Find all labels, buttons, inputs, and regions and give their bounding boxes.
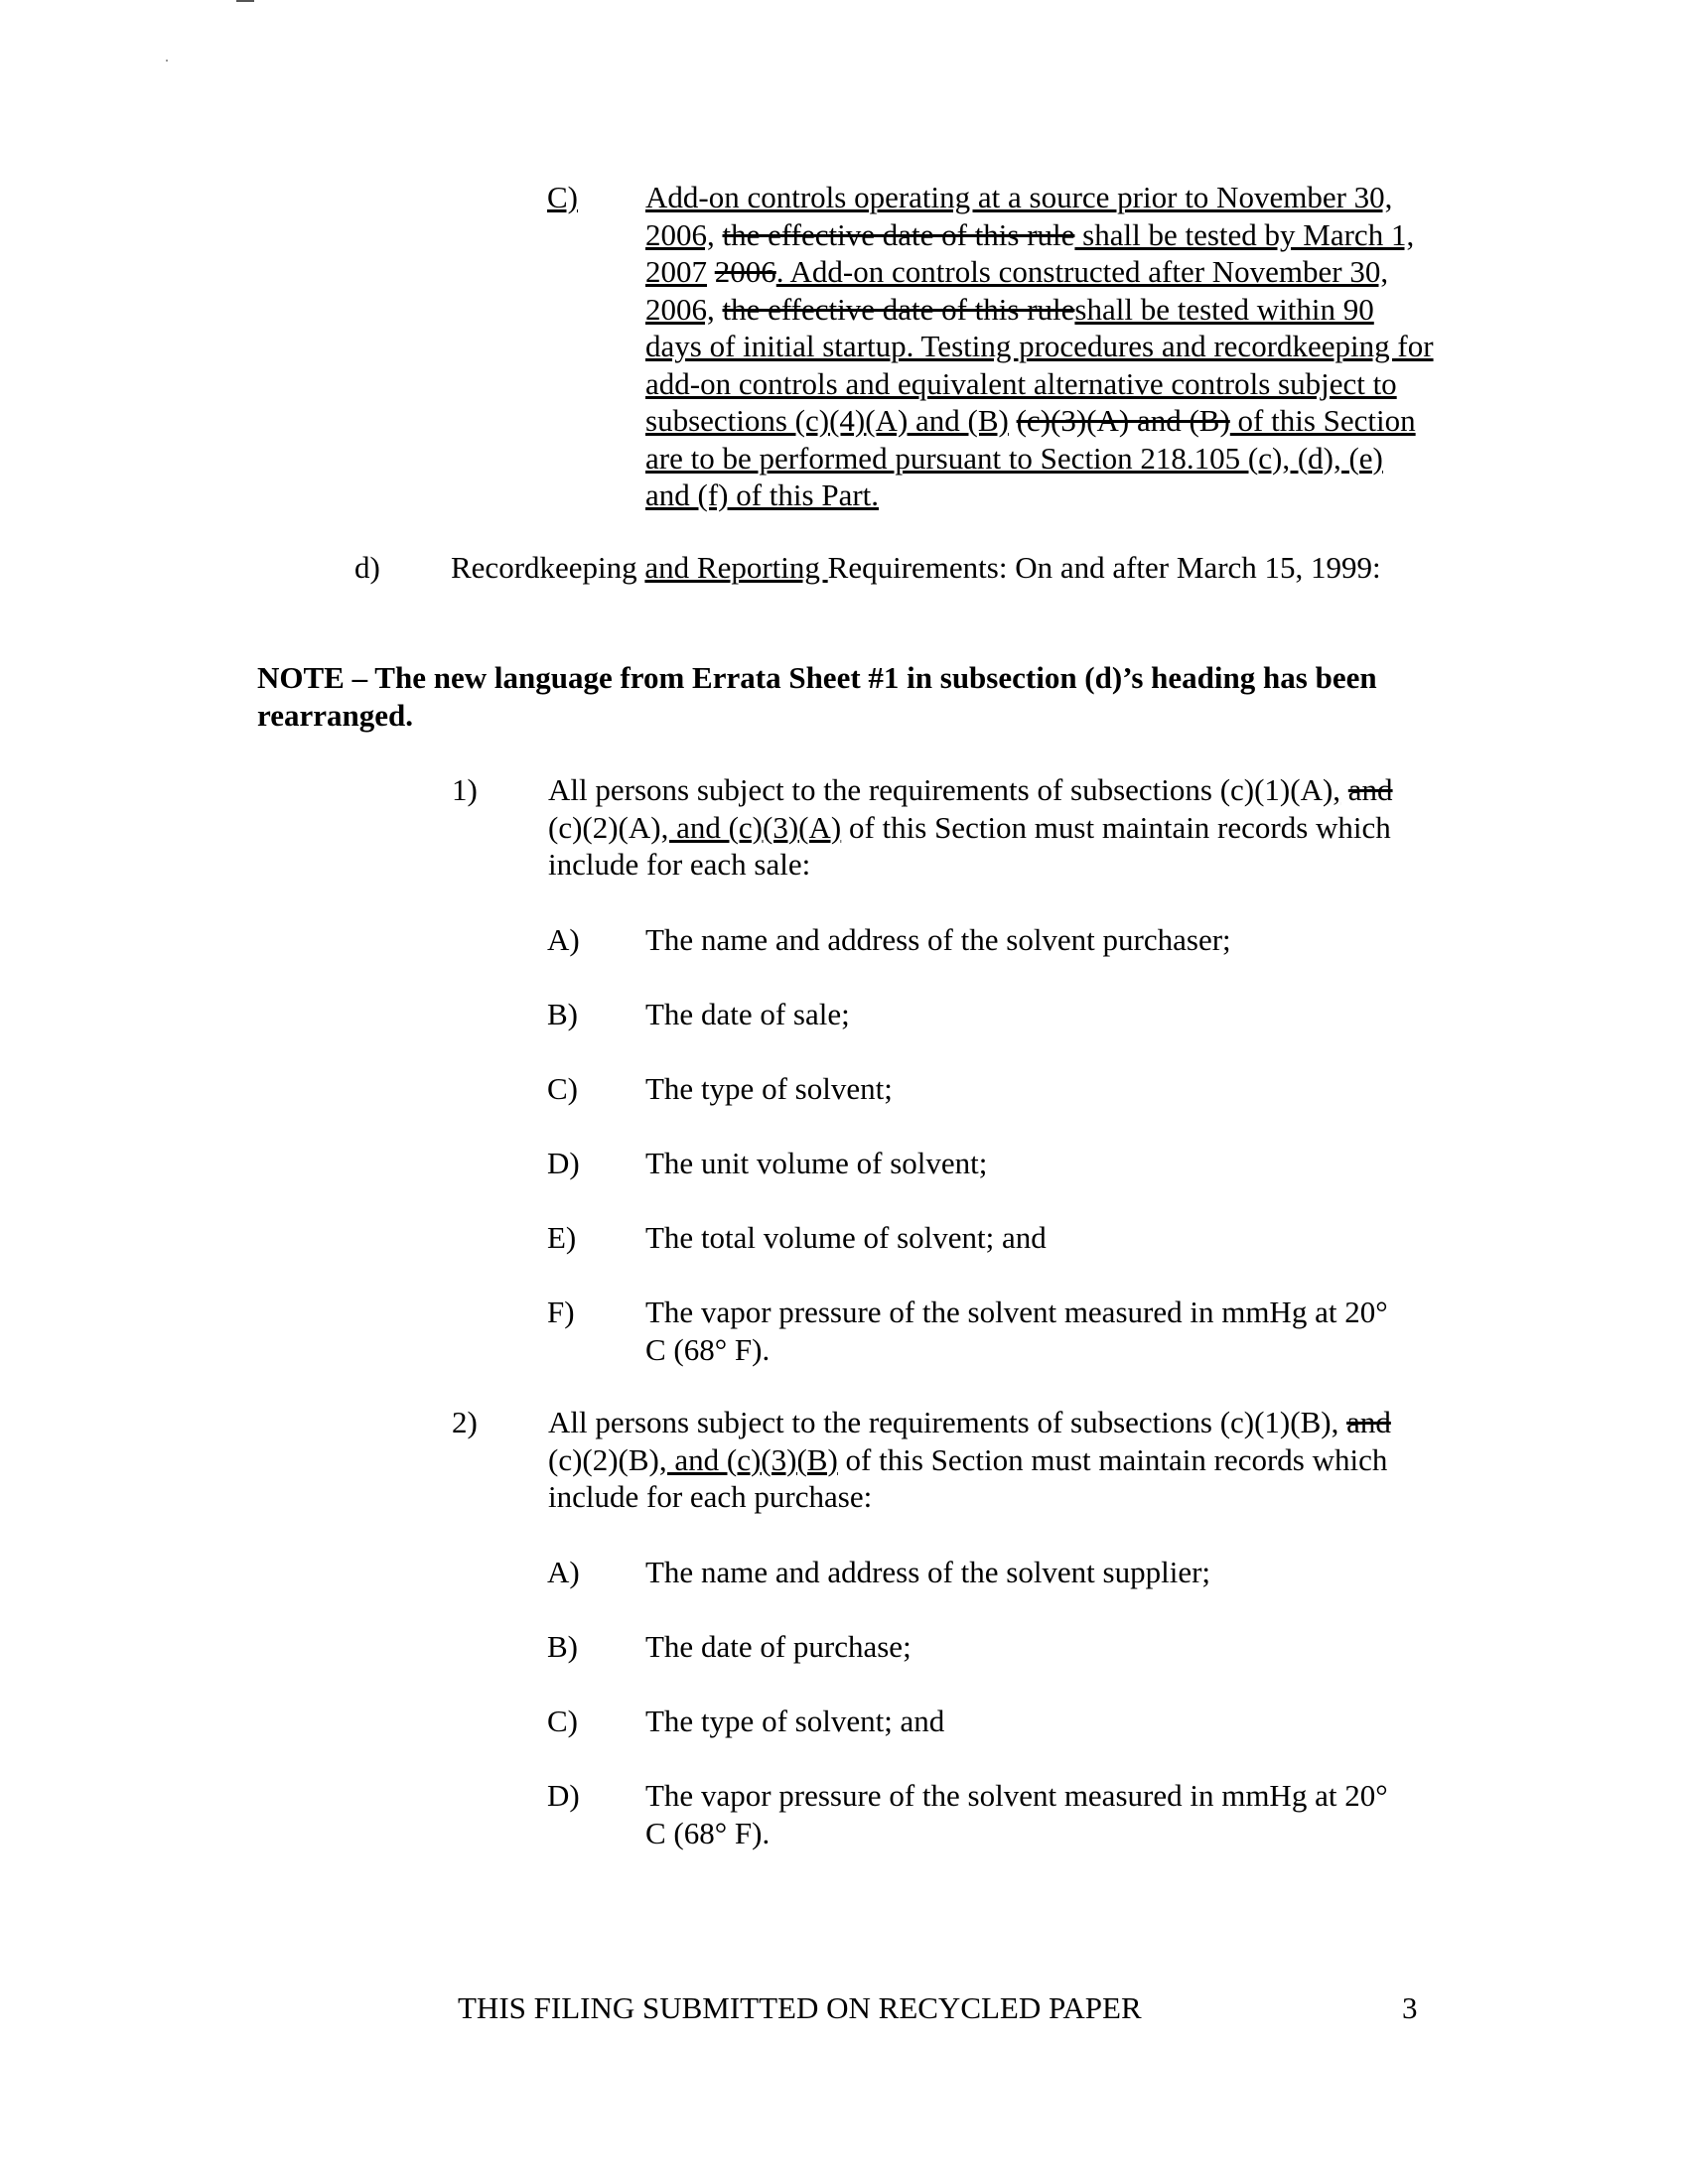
paragraph-text: All persons subject to the requirements of subsections (c)(1)(B) — [548, 1405, 1332, 1439]
item-c-paragraph — [645, 179, 1435, 514]
inserted-text: , and (c)(3)(A) — [660, 809, 842, 845]
item-2-label: 2) — [452, 1405, 478, 1439]
sub-label: D) — [547, 1778, 580, 1813]
space — [1338, 1405, 1346, 1439]
deleted-text: and — [1346, 1405, 1391, 1439]
inserted-text: shall be tested within 90 days of initial startup. Testing procedures and recordkeeping for add-on controls and equivalent alternative controls subject to subsections (c)(4)(A) and (B) — [645, 291, 1434, 438]
sub-text: The vapor pressure of the solvent measured in mmHg at 20° C (68° F). — [645, 1295, 1388, 1367]
paragraph-text: of this Section must maintain records which include for each sale: — [548, 809, 1391, 882]
errata-note: NOTE – The new language from Errata Sheet #1 in subsection (d)’s heading has been rearranged. — [257, 660, 1377, 733]
inserted-text: , — [1333, 772, 1341, 807]
inserted-text: , — [1331, 1405, 1339, 1439]
footer-text: THIS FILING SUBMITTED ON RECYCLED PAPER — [458, 1990, 1142, 2025]
sub-text: The name and address of the solvent supplier; — [645, 1555, 1211, 1589]
space — [1340, 772, 1348, 807]
inserted-text: Add-on controls operating at a source prior to November 30, 2006, — [645, 180, 1393, 252]
deleted-text: the effective date of this rule — [722, 216, 1075, 252]
deleted-text: (c)(3)(A) and (B) — [1016, 403, 1230, 438]
sub-text: The total volume of solvent; and — [645, 1220, 1047, 1255]
sub-label: C) — [547, 1071, 578, 1106]
sub-label: D) — [547, 1146, 580, 1180]
sub-label: F) — [547, 1295, 575, 1329]
paragraph-text: All persons subject to the requirements of subsections (c)(1)(A) — [548, 772, 1333, 807]
sub-text: The unit volume of solvent; — [645, 1146, 988, 1180]
inserted-text: . Add-on controls constructed after November 30, 2006, — [645, 254, 1389, 327]
heading-text: Requirements: On and after March 15, 1999: — [827, 550, 1381, 585]
inserted-text: shall be tested by March 1, 2007 — [645, 216, 1415, 289]
sub-label: E) — [547, 1220, 577, 1255]
heading-text: Recordkeeping — [451, 550, 645, 585]
page-number: 3 — [1402, 1990, 1418, 2025]
sub-text: The type of solvent; and — [645, 1704, 945, 1738]
sub-text: The name and address of the solvent purchaser; — [645, 922, 1231, 957]
sub-label: A) — [547, 922, 580, 957]
inserted-text: , and (c)(3)(B) — [658, 1441, 838, 1477]
sub-label: C) — [547, 1704, 578, 1738]
item-d-label: d) — [354, 550, 380, 585]
sub-text: The date of purchase; — [645, 1629, 912, 1664]
scan-mark — [236, 0, 254, 2]
scan-speck — [166, 60, 168, 62]
paragraph-text: (c)(2)(B) — [548, 1441, 659, 1477]
sub-text: The vapor pressure of the solvent measured in mmHg at 20° C (68° F). — [645, 1778, 1388, 1850]
space — [715, 292, 723, 327]
sub-text: The date of sale; — [645, 997, 850, 1031]
item-1-paragraph — [548, 771, 1422, 884]
space — [1009, 403, 1017, 438]
item-d-heading — [451, 549, 1384, 587]
deleted-text: 2006 — [714, 254, 776, 289]
space — [715, 217, 723, 252]
item-2-paragraph — [548, 1404, 1422, 1516]
deleted-text: the effective date of this rule — [722, 291, 1075, 327]
paragraph-text: (c)(2)(A) — [548, 809, 661, 845]
deleted-text: and — [1347, 772, 1393, 807]
space — [707, 254, 715, 289]
sub-label: B) — [547, 1629, 578, 1664]
sub-text: The type of solvent; — [645, 1071, 893, 1106]
inserted-text: and Reporting — [644, 550, 828, 585]
paragraph-text: of this Section must maintain records which include for each purchase: — [548, 1441, 1388, 1514]
inserted-text: of this Section are to be performed pursuant to Section 218.105 (c), (d), (e) and (f) of this Part. — [645, 403, 1416, 512]
sub-label: A) — [547, 1555, 580, 1589]
item-c-label: C) — [547, 180, 578, 214]
item-1-label: 1) — [452, 772, 478, 807]
sub-label: B) — [547, 997, 578, 1031]
